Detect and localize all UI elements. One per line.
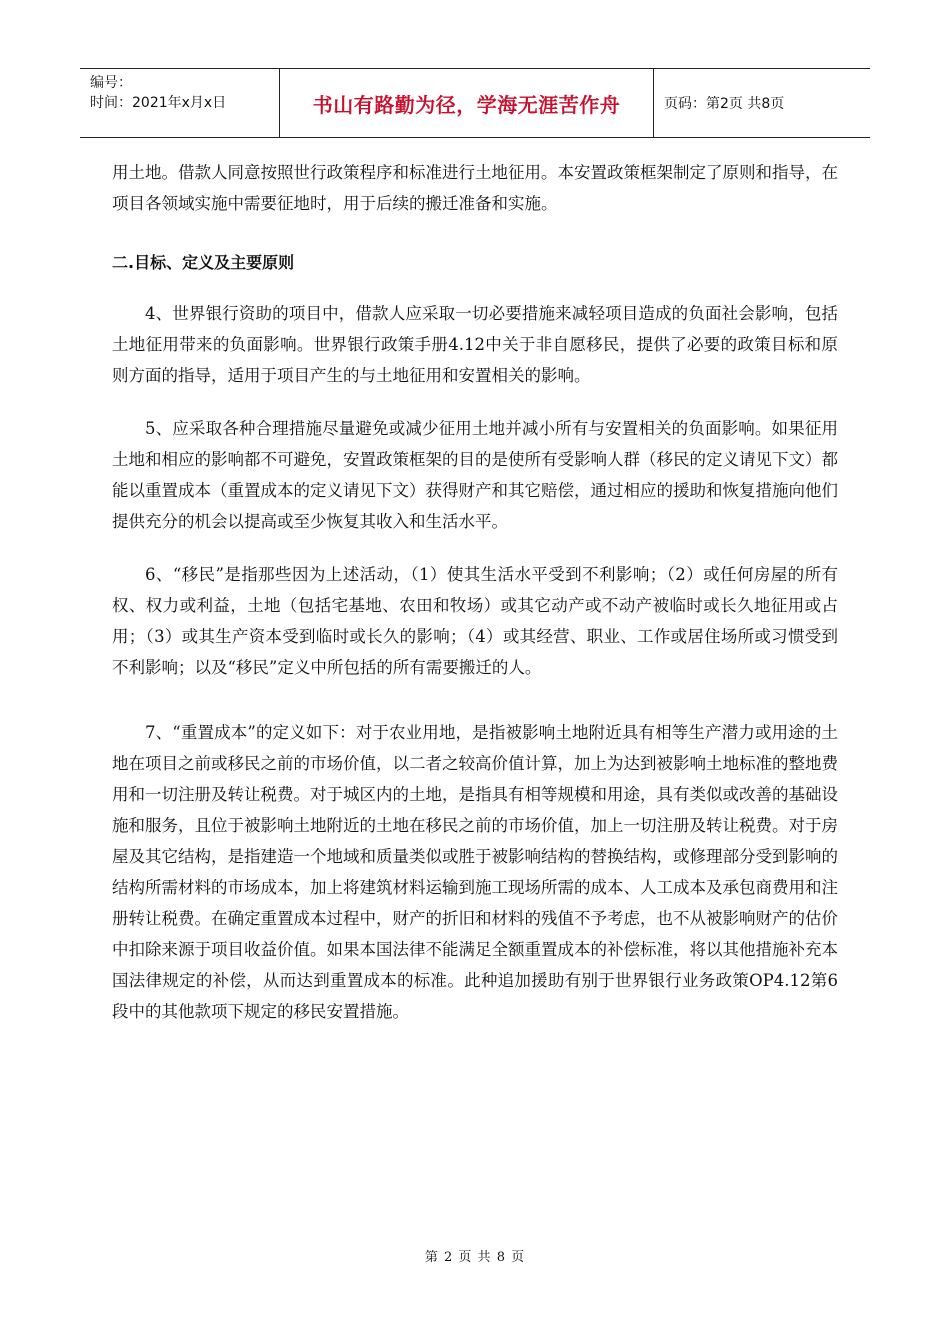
document-time-label: 时间：2021年x月x日 xyxy=(90,95,227,111)
header-page-info: 页码：第2页 共8页 xyxy=(664,96,785,112)
paragraph-4: 4、世界银行资助的项目中，借款人应采取一切必要措施来减轻项目造成的负面社会影响，包括土地征用带来的负面影响。世界银行政策手册4.12中关于非自愿移民，提供了必要的政策目标和原则方面的指导，适用于项目产生的与土地征用和安置相关的影响。 xyxy=(112,304,838,385)
paragraph-6: 6、“移民”是指那些因为上述活动，（1）使其生活水平受到不利影响；（2）或任何房屋的所有权、权力或利益，土地（包括宅基地、农田和牧场）或其它动产或不动产被临时或长久地征用或占用；（3）或其生产资本受到临时或长久的影响；（4）或其经营、职业、工作或居住场所或习惯受到不利影响；以及“移民”定义中所包括的所有需要搬迁的人。 xyxy=(112,565,838,677)
document-body xyxy=(112,157,838,1049)
header-motto: 书山有路勤为径，学海无涯苦作舟 xyxy=(280,69,654,137)
header-meta xyxy=(80,69,280,137)
paragraph-5: 5、应采取各种合理措施尽量避免或减少征用土地并减小所有与安置相关的负面影响。如果征用土地和相应的影响都不可避免，安置政策框架的目的是使所有受影响人群（移民的定义请见下文）都能以重置成本（重置成本的定义请见下文）获得财产和其它赔偿，通过相应的援助和恢复措施向他们提供充分的机会以提高或至少恢复其收入和生活水平。 xyxy=(112,419,838,531)
section-title: 二.目标、定义及主要原则 xyxy=(112,253,295,272)
page-header xyxy=(80,68,870,138)
paragraph-7: 7、“重置成本”的定义如下：对于农业用地，是指被影响土地附近具有相等生产潜力或用途的土地在项目之前或移民之前的市场价值，以二者之较高价值计算，加上为达到被影响土地标准的整地费用和一切注册及转让税费。对于城区内的土地，是指具有相等规模和用途，具有类似或改善的基础设施和服务，且位于被影响土地附近的土地在移民之前的市场价值，加上一切注册及转让税费。对于房屋及其它结构，是指建造一个地域和质量类似或胜于被影响结构的替换结构，或修理部分受到影响的结构所需材料的市场成本，加上将建筑材料运输到施工现场所需的成本、人工成本及承包商费用和注册转让税费。在确定重置成本过程中，财产的折旧和材料的残值不予考虑，也不从被影响财产的估价中扣除来源于项目收益价值。如果本国法律不能满足全额重置成本的补偿标准，将以其他措施补充本国法律规定的补偿，从而达到重置成本的标准。此种追加援助有别于世界银行业务政策OP4.12第6段中的其他款项下规定的移民安置措施。 xyxy=(112,723,838,1021)
page-footer: 第 2 页 共 8 页 xyxy=(424,1250,526,1265)
intro-paragraph: 用土地。借款人同意按照世行政策程序和标准进行土地征用。本安置政策框架制定了原则和指导，在项目各领域实施中需要征地时，用于后续的搬迁准备和实施。 xyxy=(112,163,838,213)
document-number-label: 编号： xyxy=(90,75,132,91)
